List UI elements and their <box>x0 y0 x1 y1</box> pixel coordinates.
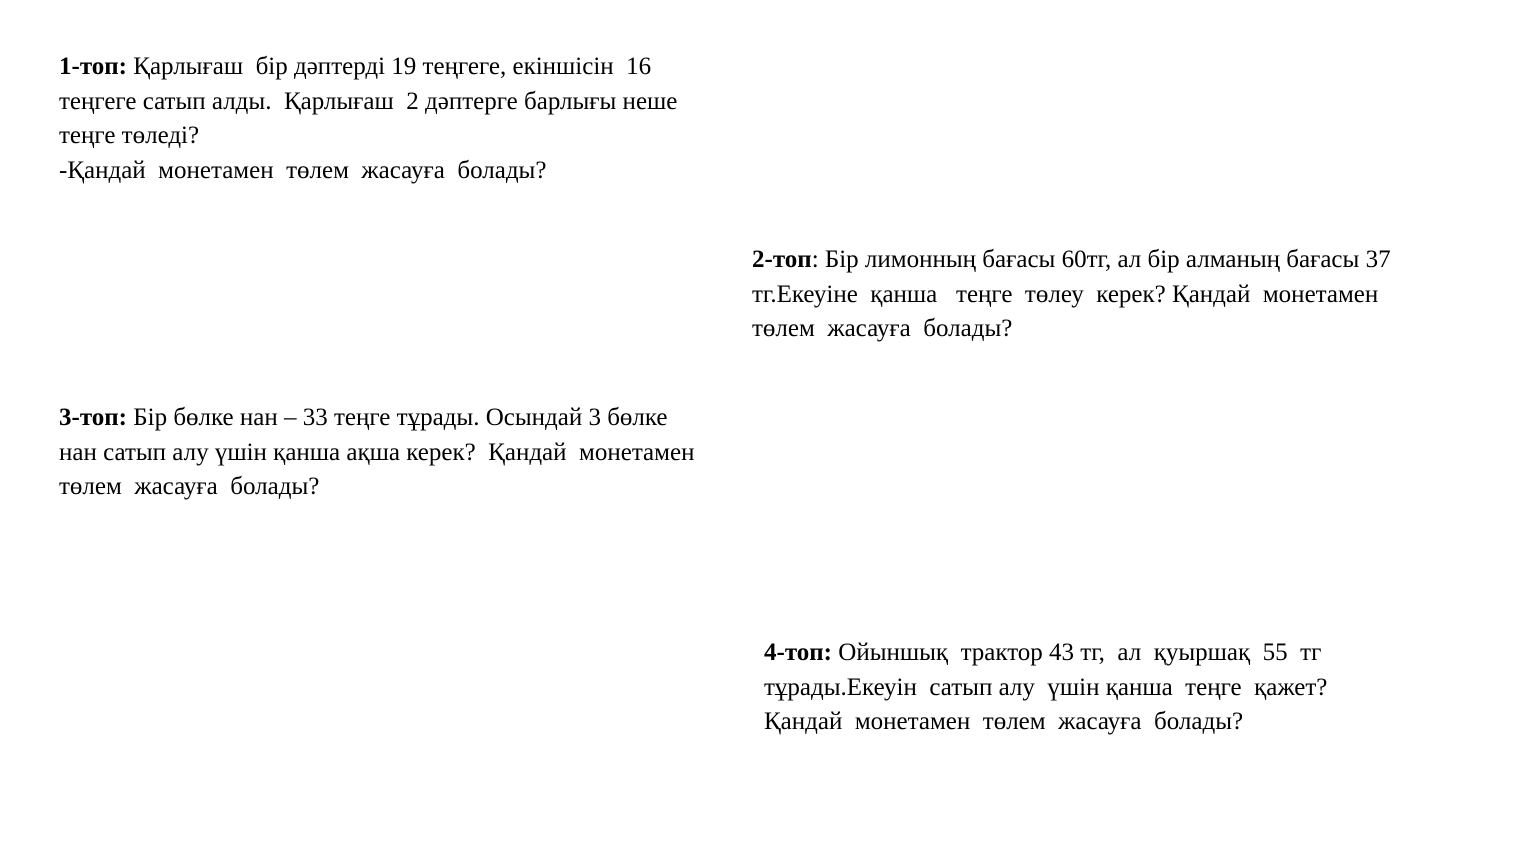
task-text: Қарлығаш бір дәптерді 19 теңгеге, екіншісін 16 <box>127 53 652 80</box>
task-line: теңгеге сатып алды. Қарлығаш 2 дәптерге барлығы неше <box>59 87 678 115</box>
task-group-4 <box>764 636 1327 740</box>
group-label: 2-топ <box>752 246 812 273</box>
task-line: тұрады.Екеуін сатып алу үшін қанша теңге қажет? <box>764 673 1328 701</box>
task-text: Ойыншық трактор 43 тг, ал қуыршақ 55 тг <box>832 639 1322 666</box>
group-label: 3-топ: <box>59 404 128 431</box>
task-group-1 <box>59 50 677 188</box>
task-line: Қандай монетамен төлем жасауға болады? <box>764 708 1244 735</box>
task-line: төлем жасауға болады? <box>59 473 320 500</box>
task-line: теңге төледі? <box>59 122 200 149</box>
group-label: 4-топ: <box>764 639 833 666</box>
task-line: -Қандай монетамен төлем жасауға болады? <box>59 156 547 184</box>
group-label: 1-топ: <box>59 53 128 80</box>
task-group-2 <box>752 243 1391 347</box>
task-line <box>59 50 677 85</box>
task-line <box>59 401 694 436</box>
task-text: Бір бөлке нан – 33 теңге тұрады. Осындай 3 бөлке <box>127 404 668 431</box>
task-line: нан сатып алу үшін қанша ақша керек? Қандай монетамен <box>59 438 695 466</box>
task-text: : Бір лимонның бағасы 60тг, ал бір алманың бағасы 37 <box>811 246 1391 273</box>
task-line: тг.Екеуіне қанша теңге төлеу керек? Қандай монетамен <box>752 280 1379 308</box>
task-group-3 <box>59 401 694 505</box>
task-line <box>752 243 1391 278</box>
task-line <box>764 636 1327 671</box>
task-line: төлем жасауға болады? <box>752 315 1013 342</box>
